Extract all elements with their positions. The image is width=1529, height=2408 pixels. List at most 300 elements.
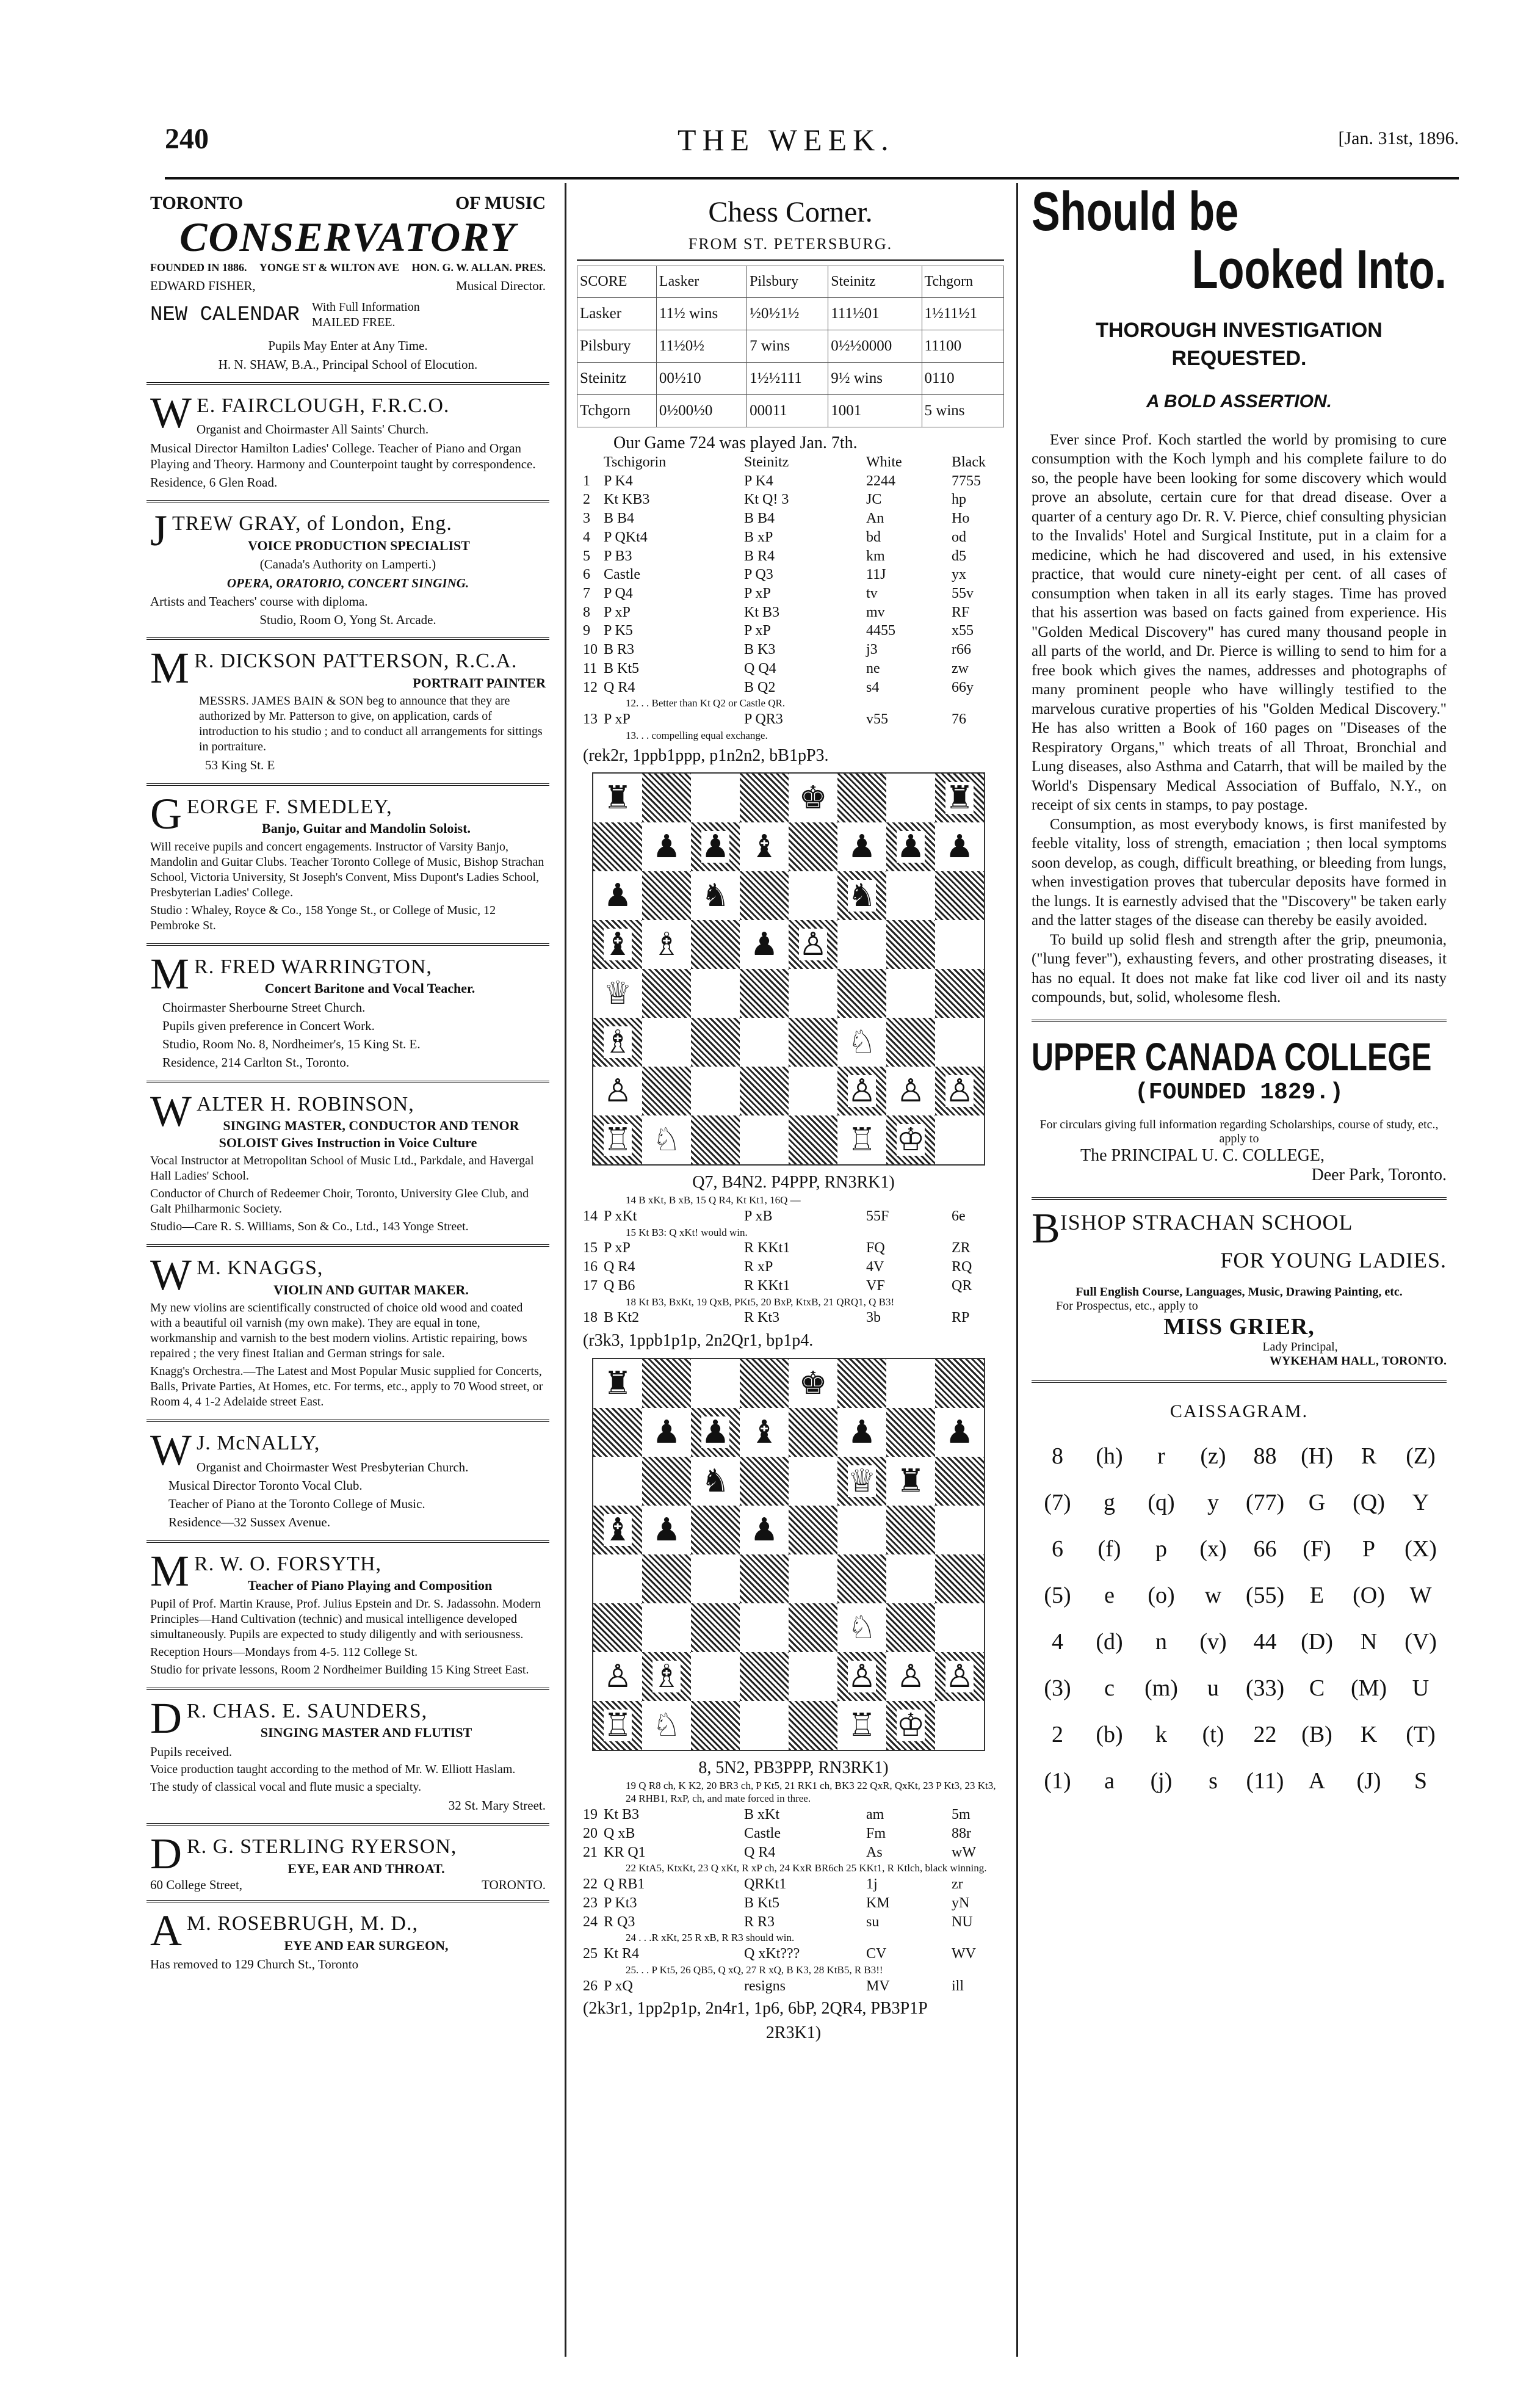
caissagram-title: CAISSAGRAM.	[1169, 1401, 1309, 1421]
rosebrugh-ad	[146, 1902, 549, 1982]
move-row	[583, 1843, 1004, 1862]
table-cell: 00011	[747, 395, 828, 427]
ad-subheading: EYE, EAR AND THROAT.	[287, 1860, 445, 1876]
white-bishop-icon: ♗	[603, 1024, 632, 1061]
ad-text: The PRINCIPAL U. C. COLLEGE,	[1080, 1145, 1325, 1165]
move-cell: QR	[952, 1277, 972, 1294]
move-cell: P K4	[744, 473, 773, 489]
paragraph: Consumption, as most everybody knows, is first manifested by feeble vitality, loss of strength, emaciation ; then local symptoms soon develop, as cough, difficult breathing, or bleeding from lungs, when investigation proves that tubercular deposits have formed in the lungs. It is earnestly advised that the "Discovery" be taken early and the latter stages of the disease can thereby be easily avoided.	[1032, 816, 1447, 929]
ad-text: For circulars giving full information regarding Scholarships, course of study, etc., apply to	[1039, 1117, 1439, 1145]
board-square	[935, 1018, 984, 1067]
move-cell: QRKt1	[744, 1876, 787, 1893]
move-row	[583, 1945, 1004, 1964]
drop-cap: M	[150, 1546, 190, 1595]
move-row	[583, 1207, 1004, 1226]
caissagram-cell: c	[1104, 1675, 1115, 1701]
move-cell: P xP	[604, 711, 631, 728]
board-square	[837, 920, 886, 969]
black-pawn-icon: ♟	[652, 1413, 681, 1451]
ad-text: (Canada's Authority on Lamperti.)	[259, 557, 436, 572]
black-pawn-icon: ♟	[945, 829, 974, 866]
ad-heading: TREW GRAY, of London, Eng.	[172, 512, 452, 535]
board-square	[740, 1115, 789, 1164]
move-cell: r66	[952, 642, 971, 658]
caissagram-cell: (V)	[1404, 1628, 1437, 1655]
ad-heading: EORGE F. SMEDLEY,	[187, 795, 392, 818]
paragraph: To build up solid flesh and strength after the grip, pneumonia, ("lung fever"), exhausting fevers, and other prostrating diseases, it has no equal. It does not make fat like cod liver oil and its nasty compounds, but, solid, wholesome flesh.	[1032, 931, 1447, 1006]
white-pawn-icon: ♙	[896, 1073, 925, 1110]
black-pawn-icon: ♟	[945, 1413, 974, 1451]
board-square	[691, 1115, 740, 1164]
move-cell: zr	[952, 1876, 963, 1893]
ad-text: Studio for private lessons, Room 2 Nordheimer Building 15 King Street East.	[150, 1663, 529, 1677]
ad-heading: J. McNALLY,	[196, 1432, 320, 1454]
board-square	[593, 1554, 642, 1603]
table-cell: 5 wins	[922, 395, 1003, 427]
ad-text: TORONTO.	[482, 1877, 546, 1892]
move-cell: Q R4	[604, 1259, 635, 1275]
board-square	[691, 1408, 740, 1457]
board-square	[837, 1652, 886, 1701]
board-square	[593, 774, 642, 822]
table-cell: Steinitz	[577, 363, 657, 395]
chess-board	[592, 1358, 985, 1751]
move-cell: 4455	[866, 623, 895, 639]
ad-text: Musical Director Hamilton Ladies' College. Teacher of Piano and Organ Playing and Theory. Harmony and Counterpoint taught by correspondence.	[150, 440, 536, 471]
board-square	[886, 1115, 935, 1164]
divider	[1032, 1197, 1447, 1200]
move-cell: 2	[583, 491, 590, 508]
ad-text: FOUNDED IN 1886.	[150, 261, 247, 274]
ad-heading: E. FAIRCLOUGH, F.R.C.O.	[196, 394, 450, 417]
ad-text: Voice production taught according to the method of Mr. W. Elliott Haslam.	[150, 1762, 516, 1776]
board-square	[789, 822, 837, 871]
caissagram-cell: (J)	[1356, 1768, 1381, 1794]
move-row	[583, 640, 1004, 659]
board-square	[740, 1701, 789, 1750]
move-cell: RP	[952, 1310, 970, 1326]
fen-line: (r3k3, 1ppb1p1p, 2n2Qr1, bp1p4.	[583, 1331, 814, 1351]
white-knight-icon: ♘	[847, 1024, 877, 1061]
move-cell: 2244	[866, 473, 895, 489]
caissagram-cell: (d)	[1096, 1628, 1123, 1655]
move-cell: Fm	[866, 1825, 886, 1841]
move-cell: hp	[952, 491, 966, 508]
move-note: 22 KtA5, KtxKt, 23 Q xKt, R xP ch, 24 KxR BR6ch 25 KKt1, R Ktlch, black winning.	[626, 1862, 987, 1874]
move-cell: 7	[583, 586, 590, 602]
caissagram-cell: 8	[1052, 1443, 1063, 1469]
move-note: 13. . . compelling equal exchange.	[626, 729, 768, 741]
black-pawn-icon: ♟	[652, 829, 681, 866]
board-square	[837, 1408, 886, 1457]
ad-text: Conductor of Church of Redeemer Choir, Toronto, University Glee Club, and Galt Philharmonic Society.	[150, 1187, 529, 1216]
advertisements-column	[146, 183, 549, 2359]
move-cell: 88r	[952, 1825, 971, 1841]
white-bishop-icon: ♗	[652, 1658, 681, 1695]
board-square	[642, 1067, 691, 1115]
board-square	[642, 774, 691, 822]
move-cell: Q xKt???	[744, 1946, 800, 1962]
board-square	[691, 1554, 740, 1603]
advert-subheading: A BOLD ASSERTION.	[1146, 391, 1332, 412]
black-rook-icon: ♜	[896, 1462, 925, 1500]
table-cell: 1001	[828, 395, 922, 427]
caissagram-cell: 88	[1253, 1443, 1277, 1469]
move-cell: v55	[866, 711, 888, 728]
black-pawn-icon: ♟	[652, 1511, 681, 1548]
move-row	[583, 490, 1004, 509]
caissagram-cell: (H)	[1301, 1443, 1333, 1469]
black-rook-icon: ♜	[603, 1365, 632, 1402]
fen-line: (2k3r1, 1pp2p1p, 2n4r1, 1p6, 6bP, 2QR4, PB3P1P	[583, 1999, 928, 2018]
ad-text: MISS GRIER,	[1163, 1313, 1315, 1340]
fen-line: 2R3K1)	[765, 2023, 822, 2043]
black-king-icon: ♚	[798, 1365, 828, 1402]
move-row	[583, 1894, 1004, 1913]
ad-subheading: VOICE PRODUCTION SPECIALIST	[248, 537, 470, 553]
board-square	[740, 920, 789, 969]
caissagram-cell: (t)	[1202, 1721, 1224, 1747]
move-note: 25. . . P Kt5, 26 QB5, Q xQ, 27 R xQ, B K3, 28 KtB5, R B3!!	[626, 1964, 883, 1976]
caissagram-cell: (77)	[1245, 1489, 1285, 1515]
move-cell: Castle	[744, 1825, 781, 1841]
board-square	[837, 1701, 886, 1750]
white-pawn-icon: ♙	[798, 926, 828, 963]
move-note: 12. . . Better than Kt Q2 or Castle QR.	[626, 697, 786, 709]
caissagram-cell: (O)	[1353, 1582, 1385, 1608]
table-cell: Tchgorn	[577, 395, 657, 427]
board-square	[691, 1359, 740, 1408]
black-pawn-icon: ♟	[750, 1511, 779, 1548]
move-row	[583, 1239, 1004, 1258]
ucc-founded: (FOUNDED 1829.)	[1134, 1079, 1344, 1106]
move-cell: j3	[866, 642, 878, 658]
move-cell: P xB	[744, 1208, 773, 1224]
conservatory-logo: CONSERVATORY	[179, 213, 516, 260]
caissagram-cell: (F)	[1303, 1536, 1331, 1562]
board-square	[593, 1018, 642, 1067]
table-cell: 11½ wins	[656, 298, 746, 330]
move-cell: 76	[952, 711, 966, 728]
black-bishop-icon: ♝	[603, 1511, 632, 1548]
ad-text: My new violins are scientifically constructed of choice old wood and coated with a beautiful oil varnish (my own make). They are equal in tone, workmanship and varnish to the best modern violins. Artistic repairing, bows repaired ; the very finest Italian and German strings for sale.	[150, 1301, 527, 1360]
move-cell: od	[952, 529, 966, 545]
board-square	[740, 871, 789, 920]
caissagram-cell: (B)	[1301, 1721, 1332, 1747]
ad-text: HON. G. W. ALLAN. PRES.	[411, 261, 546, 274]
move-column-head: Black	[952, 454, 986, 470]
board-square	[642, 871, 691, 920]
ad-text: Vocal Instructor at Metropolitan School of Music Ltd., Parkdale, and Havergal Hall Ladies' School.	[150, 1154, 534, 1183]
table-cell: 0½½0000	[828, 330, 922, 363]
paragraph: Ever since Prof. Koch startled the world by promising to cure consumption with the Koch lymph and his complete failure to do so, the people have been looking for some discovery which would prove an absolute, certain cure for that dread disease. Over a quarter of a century ago Dr. R. V. Pierce, chief consulting physician to the Invalids' Hotel and Surgical Institute, put in a claim for a medicine, which he had discovered and used, in his extensive practice, that would cure ninety-eight per cent. of all cases of consumption when taken in all its early stages. Time has proved that his assertion was based on facts gained from experience. His "Golden Medical Discovery" has cured many thousand people in all parts of the world, and Dr. Pierce is willing to send to him for a free book which gives the names, addresses and photographs of many prominent people who have willingly testified to the marvelous curative properties of his "Golden Medical Discovery." He has also written a Book of 160 pages on "Diseases of the Respiratory Organs," which treats of all Throat, Bronchial and Lung diseases, also Asthma and Catarrh, that will be mailed by the World's Dispensary Medical Association of Buffalo, N.Y., on receipt of six cents in stamps, to pay postage.	[1032, 431, 1447, 814]
board-square	[642, 822, 691, 871]
caissagram-cell: 66	[1253, 1536, 1277, 1562]
ad-text: Residence—32 Sussex Avenue.	[168, 1515, 330, 1530]
ad-subheading: VIOLIN AND GUITAR MAKER.	[273, 1282, 469, 1297]
ad-text: Pupils received.	[150, 1744, 233, 1759]
ad-text: Has removed to 129 Church St., Toronto	[150, 1957, 359, 1972]
table-cell: 0½00½0	[656, 395, 746, 427]
black-rook-icon: ♜	[603, 780, 632, 817]
caissagram-cell: C	[1309, 1675, 1325, 1701]
move-cell: Castle	[604, 567, 640, 583]
board-square	[886, 774, 935, 822]
drop-cap: G	[150, 789, 182, 838]
white-pawn-icon: ♙	[603, 1073, 632, 1110]
black-knight-icon: ♞	[701, 877, 730, 915]
board-square	[593, 920, 642, 969]
white-rook-icon: ♖	[603, 1122, 632, 1159]
move-cell: KM	[866, 1895, 890, 1911]
white-pawn-icon: ♙	[945, 1073, 974, 1110]
move-cell: P K5	[604, 623, 633, 639]
move-row	[583, 565, 1004, 584]
ad-text: Pupils given preference in Concert Work.	[162, 1018, 375, 1033]
move-cell: 17	[583, 1277, 598, 1294]
move-cell: P K4	[604, 473, 633, 489]
chess-column	[577, 183, 1004, 2359]
saunders-ad	[146, 1690, 549, 1826]
board-square	[691, 774, 740, 822]
white-knight-icon: ♘	[847, 1609, 877, 1646]
ad-text: TORONTO	[150, 193, 244, 213]
move-cell: s4	[866, 679, 880, 695]
move-column-head: White	[866, 454, 902, 470]
move-cell: am	[866, 1807, 884, 1823]
issue-date: [Jan. 31st, 1896.	[1338, 128, 1459, 148]
move-cell: 10	[583, 642, 598, 658]
board-square	[740, 822, 789, 871]
fairclough-ad	[146, 385, 549, 503]
move-cell: 21	[583, 1844, 598, 1860]
board-square	[886, 1457, 935, 1506]
column-divider	[565, 183, 566, 2357]
white-pawn-icon: ♙	[896, 1658, 925, 1695]
caissagram-cell: (f)	[1097, 1536, 1121, 1562]
board-square	[886, 1408, 935, 1457]
white-rook-icon: ♖	[603, 1706, 632, 1744]
move-cell: P Q3	[744, 567, 773, 583]
board-square	[740, 1506, 789, 1554]
black-bishop-icon: ♝	[750, 829, 779, 866]
move-cell: B B4	[744, 510, 775, 527]
board-square	[837, 1115, 886, 1164]
move-row	[583, 678, 1004, 697]
move-cell: WV	[952, 1946, 976, 1962]
ad-heading: R. DICKSON PATTERSON, R.C.A.	[194, 650, 518, 673]
board-square	[593, 1359, 642, 1408]
board-square	[593, 969, 642, 1018]
chess-board	[592, 772, 985, 1166]
caissagram-cell: R	[1361, 1443, 1377, 1469]
board-square	[886, 1652, 935, 1701]
ad-subheading: SINGING MASTER, CONDUCTOR AND TENOR SOLOIST Gives Instruction in Voice Culture	[219, 1118, 519, 1150]
chess-title: Chess Corner.	[708, 196, 873, 228]
ad-text: Studio : Whaley, Royce & Co., 158 Yonge St., or College of Music, 12 Pembroke St.	[150, 903, 496, 932]
black-knight-icon: ♞	[847, 877, 877, 915]
table-cell: Pilsbury	[577, 330, 657, 363]
ad-heading: ISHOP STRACHAN SCHOOL	[1060, 1209, 1353, 1235]
board-square	[691, 1652, 740, 1701]
caissagram-cell: (M)	[1350, 1675, 1387, 1701]
caissagram-cell: (q)	[1148, 1489, 1175, 1515]
masthead-title: THE WEEK.	[678, 123, 895, 157]
move-cell: CV	[866, 1946, 887, 1962]
move-row	[583, 603, 1004, 622]
table-header-cell: Lasker	[656, 266, 746, 298]
ad-subheading: Concert Baritone and Vocal Teacher.	[264, 981, 475, 996]
drop-cap: M	[150, 644, 190, 693]
caissagram-cell: G	[1308, 1489, 1326, 1515]
move-cell: R KKt1	[744, 1240, 790, 1257]
move-cell: su	[866, 1913, 880, 1930]
move-cell: 3b	[866, 1310, 881, 1326]
move-cell: ill	[952, 1978, 964, 1994]
board-square	[935, 920, 984, 969]
black-pawn-icon: ♟	[701, 829, 730, 866]
move-cell: 24	[583, 1913, 598, 1930]
board-square	[593, 1457, 642, 1506]
drop-cap: J	[150, 506, 168, 556]
board-square	[935, 1652, 984, 1701]
move-cell: 19	[583, 1807, 598, 1823]
caissagram-cell: P	[1362, 1536, 1376, 1562]
caissagram-cell: r	[1157, 1443, 1165, 1469]
move-cell: 4V	[866, 1259, 884, 1275]
move-row	[583, 509, 1004, 528]
ad-text: Will receive pupils and concert engagements. Instructor of Varsity Banjo, Mandolin and Guitar Clubs. Teacher Toronto College of Music, Bishop Strachan School, Victoria University, St Joseph's Convent, Miss Dupont's Ladies School, Presbyterian Ladies' College.	[150, 840, 544, 899]
board-square	[691, 1457, 740, 1506]
white-rook-icon: ♖	[847, 1122, 877, 1159]
caissagram-cell: (Q)	[1353, 1489, 1385, 1515]
move-row	[583, 1308, 1004, 1327]
caissagram-cell: a	[1104, 1768, 1115, 1794]
move-row	[583, 1805, 1004, 1824]
board-square	[935, 1506, 984, 1554]
caissagram-cell: (D)	[1301, 1628, 1333, 1655]
move-cell: 1	[583, 473, 590, 489]
move-cell: mv	[866, 604, 885, 620]
caissagram-cell: (33)	[1245, 1675, 1285, 1701]
board-square	[837, 1359, 886, 1408]
board-square	[691, 1067, 740, 1115]
move-cell: P xKt	[604, 1208, 637, 1224]
caissagram-cell: s	[1209, 1768, 1218, 1794]
caissagram-cell: (Z)	[1406, 1443, 1436, 1469]
drop-cap: W	[150, 1250, 192, 1299]
move-column-head: Steinitz	[744, 454, 789, 470]
board-square	[789, 774, 837, 822]
ad-text: 60 College Street,	[150, 1877, 243, 1892]
move-cell: B Kt5	[604, 660, 640, 676]
caissagram-cell: 4	[1052, 1628, 1063, 1655]
move-cell: MV	[866, 1978, 890, 1994]
move-cell: Q R4	[744, 1844, 776, 1860]
board-square	[886, 871, 935, 920]
board-square	[886, 1359, 935, 1408]
move-column-heads	[583, 453, 1004, 472]
board-square	[691, 920, 740, 969]
drop-cap: W	[150, 1086, 192, 1136]
caissagram-cell: (v)	[1199, 1628, 1227, 1655]
move-cell: yx	[952, 567, 966, 583]
column-divider	[1016, 183, 1018, 2357]
board-square	[886, 1067, 935, 1115]
black-bishop-icon: ♝	[750, 1413, 779, 1451]
smedley-ad	[146, 786, 549, 946]
drop-cap: A	[150, 1906, 182, 1956]
move-cell: P xP	[604, 1240, 631, 1257]
caissagram-cell: 6	[1052, 1536, 1063, 1562]
ad-subheading: Teacher of Piano Playing and Composition	[247, 1578, 493, 1593]
caissagram-cell: (z)	[1200, 1443, 1226, 1469]
move-cell: x55	[952, 623, 974, 639]
black-pawn-icon: ♟	[847, 829, 877, 866]
board-square	[642, 1408, 691, 1457]
caissagram-cell: A	[1308, 1768, 1326, 1794]
white-queen-icon: ♕	[847, 1462, 877, 1500]
gray-ad	[146, 502, 549, 640]
caissagram-cell: (3)	[1044, 1675, 1071, 1701]
caissagram-cell: E	[1309, 1582, 1325, 1608]
move-cell: B K3	[744, 642, 776, 658]
board-square	[935, 1115, 984, 1164]
move-cell: P QR3	[744, 711, 783, 728]
ad-heading: FOR YOUNG LADIES.	[1220, 1247, 1447, 1272]
move-note: 15 Kt B3: Q xKt! would win.	[626, 1226, 748, 1238]
move-cell: 25	[583, 1946, 598, 1962]
move-cell: R Kt3	[744, 1310, 780, 1326]
caissagram-cell: (X)	[1404, 1536, 1437, 1562]
right-column	[1032, 183, 1447, 2359]
table-cell: ½0½1½	[747, 298, 828, 330]
table-cell: 7 wins	[747, 330, 828, 363]
board-square	[593, 822, 642, 871]
ad-text: 32 St. Mary Street.	[448, 1797, 546, 1813]
table-row	[577, 395, 1004, 427]
ad-heading: NEW CALENDAR	[150, 303, 300, 327]
caissagram-grid	[1032, 1443, 1447, 1794]
move-cell: d5	[952, 548, 966, 564]
table-header-cell: Steinitz	[828, 266, 922, 298]
drop-cap: W	[150, 1426, 192, 1474]
board-square	[935, 822, 984, 871]
white-king-icon: ♔	[896, 1122, 925, 1159]
board-square	[740, 1603, 789, 1652]
ad-heading: M. ROSEBRUGH, M. D.,	[187, 1912, 418, 1935]
advert-headline: Should be	[1032, 181, 1239, 242]
board-square	[789, 920, 837, 969]
board-square	[593, 1067, 642, 1115]
board-square	[642, 1554, 691, 1603]
caissagram-cell: (55)	[1245, 1582, 1285, 1608]
board-square	[740, 1067, 789, 1115]
ad-text: Musical Director Toronto Vocal Club.	[168, 1478, 363, 1493]
divider	[1032, 1020, 1447, 1022]
move-note: 18 Kt B3, BxKt, 19 QxB, PKt5, 20 BxP, KtxB, 21 QRQ1, Q B3!	[626, 1296, 895, 1308]
fen-line: Q7, B4N2. P4PPP, RN3RK1)	[692, 1173, 895, 1192]
board-square	[935, 1554, 984, 1603]
caissagram-cell: (5)	[1044, 1582, 1071, 1608]
board-square	[935, 969, 984, 1018]
move-cell: R xP	[744, 1259, 773, 1275]
board-square	[886, 1018, 935, 1067]
move-cell: 66y	[952, 679, 974, 695]
move-row	[583, 659, 1004, 678]
board-square	[837, 1554, 886, 1603]
score-table	[577, 266, 1004, 427]
